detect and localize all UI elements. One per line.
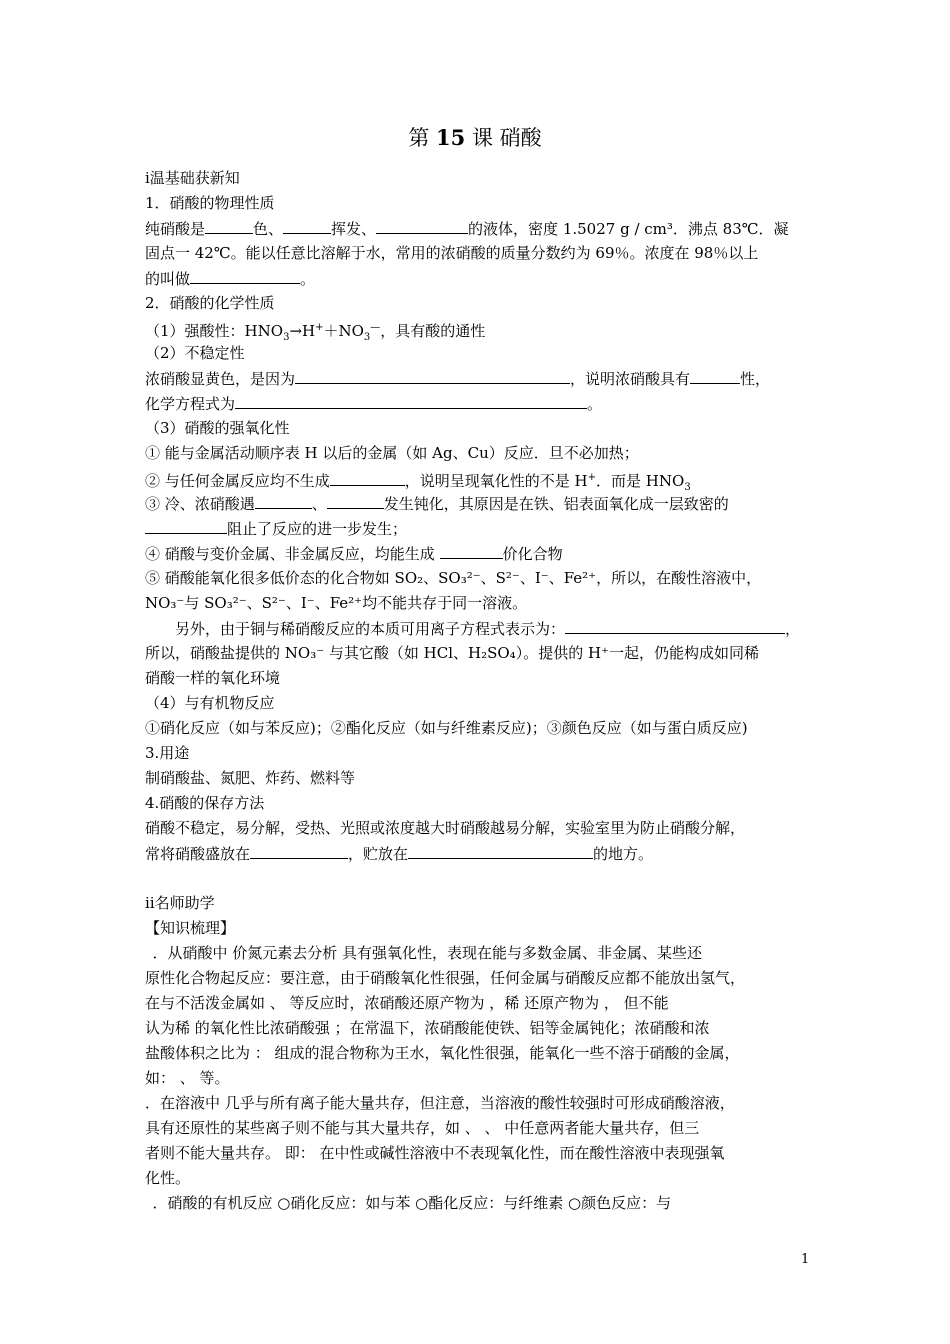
text-line: 在与不活泼金属如 、 等反应时，浓硝酸还原产物为 ，稀 还原产物为 ， 但不能: [145, 994, 669, 1012]
blank-field[interactable]: [205, 217, 253, 234]
text-line: 认为稀 的氧化性比浓硝酸强 ；在常温下，浓硝酸能使铁、铝等金属钝化；浓硝酸和浓: [145, 1019, 710, 1037]
section-heading-2: ⅱ名师助学: [145, 894, 215, 912]
text-line: 化性。: [145, 1169, 191, 1187]
text-line: 原性化合物起反应：要注意，由于硝酸氧化性很强，任何金属与硝酸反应都不能放出氢气，: [145, 969, 746, 987]
text-line: （1）强酸性：$HNO_3\to H^++NO_3^—$，具有酸的通性: [145, 322, 486, 343]
blank-field[interactable]: [565, 617, 785, 634]
text-line: ① 能与金属活动顺序表 H 以后的金属（如 Ag、Cu）反应．旦不必加热；: [145, 444, 639, 462]
blank-field[interactable]: [145, 517, 227, 534]
text-line: ．在溶液中 几乎与所有离子能大量共存，但注意，当溶液的酸性较强时可形成硝酸溶液，: [145, 1094, 735, 1112]
heading-chemical: 2．硝酸的化学性质: [145, 294, 275, 312]
text-line: ．从硝酸中 价氮元素去分析 具有强氧化性，表现在能与多数金属、非金属、某些还: [152, 944, 703, 962]
text-line: （4）与有机物反应: [145, 694, 275, 712]
text-line: 另外，由于铜与稀硝酸反应的本质可用离子方程式表示为： ，: [145, 617, 810, 640]
text-line: 如： 、 等。: [145, 1069, 230, 1087]
text-line: 常将硝酸盛放在 ，贮放在 的地方。: [145, 842, 810, 865]
text-line: 制硝酸盐、氮肥、炸药、燃料等: [145, 769, 356, 787]
page-number: 1: [801, 1252, 810, 1267]
text-line: 纯硝酸是 色、 挥发、 的液体，密度 1.5027 g / cm³．沸点 83℃．凝: [145, 217, 810, 240]
text-line: 浓硝酸显黄色，是因为 ，说明浓硝酸具有 性，: [145, 367, 810, 390]
text-line: ⑤ 硝酸能氧化很多低价态的化合物如 SO₂、SO₃²⁻、S²⁻、I⁻、Fe²⁺，所以，在酸性溶液中，: [145, 569, 762, 587]
blank-field[interactable]: [235, 392, 587, 409]
heading-storage: 4.硝酸的保存方法: [145, 794, 265, 812]
text-line: 具有还原性的某些离子则不能与其大量共存，如 、 、 中任意两者能大量共存，但三: [145, 1119, 700, 1137]
text-line: ①硝化反应（如与苯反应)；②酯化反应（如与纤维素反应)；③颜色反应（如与蛋白质反应): [145, 719, 748, 737]
text-line: 阻止了反应的进一步发生；: [145, 517, 810, 540]
blank-field[interactable]: [255, 492, 312, 509]
text-line: ④ 硝酸与变价金属、非金属反应，均能生成 价化合物: [145, 542, 810, 565]
blank-field[interactable]: [327, 492, 384, 509]
text-line: （2）不稳定性: [145, 344, 245, 362]
section-heading-1: ⅰ温基础获新知: [145, 169, 240, 187]
blank-field[interactable]: [440, 542, 503, 559]
blank-field[interactable]: [250, 842, 348, 859]
knowledge-heading: 【知识梳理】: [145, 919, 236, 937]
text-line: NO₃⁻与 SO₃²⁻、S²⁻、I⁻、Fe²⁺均不能共存于同一溶液。: [145, 594, 528, 612]
text-line: 化学方程式为 。: [145, 392, 810, 415]
heading-physical: 1．硝酸的物理性质: [145, 194, 275, 212]
text-line: 硝酸一样的氧化环境: [145, 669, 281, 687]
text-line: 盐酸体积之比为 ： 组成的混合物称为王水，氧化性很强，能氧化一些不溶于硝酸的金属，: [145, 1044, 740, 1062]
text-line: 固点一 42℃。能以任意比溶解于水，常用的浓硝酸的质量分数约为 69％。浓度在 98％以上: [145, 244, 759, 262]
text-line: 者则不能大量共存。 即： 在中性或碱性溶液中不表现氧化性，而在酸性溶液中表现强氧: [145, 1144, 725, 1162]
blank-field[interactable]: [283, 217, 331, 234]
blank-field[interactable]: [330, 469, 405, 486]
text-line: ③ 冷、浓硝酸遇 、 发生钝化，其原因是在铁、铝表面氧化成一层致密的: [145, 492, 810, 515]
blank-field[interactable]: [408, 842, 593, 859]
text-line: 硝酸不稳定，易分解，受热、光照或浓度越大时硝酸越易分解，实验室里为防止硝酸分解，: [145, 819, 746, 837]
text-line: （3）硝酸的强氧化性: [145, 419, 290, 437]
text-line: ② 与任何金属反应均不生成 ，说明呈现氧化性的不是 H+．而是 $HNO_3$: [145, 467, 810, 499]
blank-field[interactable]: [690, 367, 740, 384]
blank-field[interactable]: [190, 267, 300, 284]
text-line: ．硝酸的有机反应 ○硝化反应：如与苯 ○酯化反应：与纤维素 ○颜色反应：与: [152, 1194, 672, 1212]
page-title: 第 15 课 硝酸: [408, 125, 542, 150]
blank-field[interactable]: [295, 367, 570, 384]
text-line: 所以，硝酸盐提供的 NO₃⁻ 与其它酸（如 HCl、H₂SO₄）。提供的 H⁺一起，仍能构成如同稀: [145, 644, 759, 662]
blank-field[interactable]: [376, 217, 468, 234]
heading-uses: 3.用途: [145, 744, 190, 762]
text-line: 的叫做 。: [145, 267, 810, 290]
